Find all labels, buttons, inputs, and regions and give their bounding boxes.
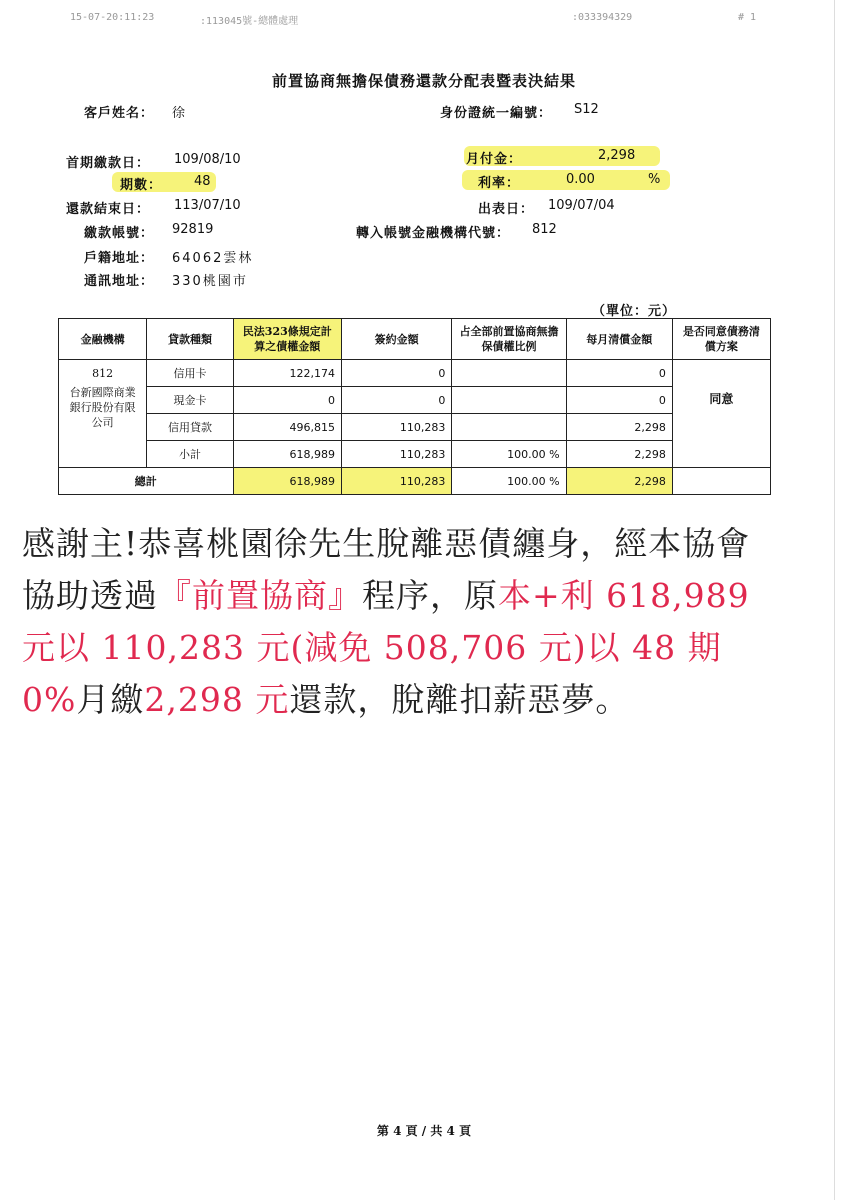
row-ratio xyxy=(452,414,566,441)
total-claim: 618,989 xyxy=(233,468,341,495)
statement-part-6: 2,298 元 xyxy=(144,680,290,719)
header-signed-amount: 簽約金額 xyxy=(341,319,451,360)
row-claim: 0 xyxy=(233,387,341,414)
agree-cell: 同意 xyxy=(672,360,770,468)
row-monthly: 0 xyxy=(566,360,672,387)
row-monthly: 2,298 xyxy=(566,441,672,468)
bank-cell xyxy=(59,360,147,468)
row-signed: 0 xyxy=(341,360,451,387)
row-monthly: 2,298 xyxy=(566,414,672,441)
fax-header-page: # 1 xyxy=(738,12,757,23)
statement-part-4: 本+利 618,989 元以 110,283 元(減免 508,706 元)以 48 期 0% xyxy=(22,576,750,719)
header-institution: 金融機構 xyxy=(59,319,147,360)
rate-value: 0.00 xyxy=(566,172,595,187)
household-address-label: 戶籍地址： xyxy=(84,251,155,266)
statement-part-3: 程序，原 xyxy=(362,576,498,615)
unit-note: （單位：元） xyxy=(592,304,677,319)
customer-name-value: 徐 xyxy=(172,106,186,121)
table-header-row xyxy=(59,319,771,360)
row-claim: 618,989 xyxy=(233,441,341,468)
table-row-subtotal xyxy=(59,441,771,468)
total-ratio: 100.00 % xyxy=(452,468,566,495)
household-address-value: 64062雲林 xyxy=(172,251,254,266)
account-label: 繳款帳號： xyxy=(84,226,155,241)
row-type: 小計 xyxy=(147,441,233,468)
row-type: 信用貸款 xyxy=(147,414,233,441)
statement-part-7: 還款，脫離扣薪惡夢。 xyxy=(289,680,630,719)
document-title: 前置協商無擔保債務還款分配表暨表決結果 xyxy=(271,72,576,90)
row-monthly: 0 xyxy=(566,387,672,414)
row-type: 現金卡 xyxy=(147,387,233,414)
header-monthly: 每月清償金額 xyxy=(566,319,672,360)
mailing-address-label: 通訊地址： xyxy=(84,274,155,289)
periods-value: 48 xyxy=(194,174,211,189)
issue-date-value: 109/07/04 xyxy=(548,198,615,213)
congratulation-statement xyxy=(22,518,767,726)
statement-part-5: 月繳 xyxy=(76,680,145,719)
row-signed: 0 xyxy=(341,387,451,414)
row-type: 信用卡 xyxy=(147,360,233,387)
total-signed: 110,283 xyxy=(341,468,451,495)
first-payment-value: 109/08/10 xyxy=(174,152,241,167)
bank-code: 812 xyxy=(92,367,114,380)
row-ratio xyxy=(452,360,566,387)
periods-label: 期數： xyxy=(120,178,163,193)
table-row xyxy=(59,414,771,441)
end-date-value: 113/07/10 xyxy=(174,198,241,213)
fax-header-left: 15-07-20:11:23 xyxy=(70,12,155,23)
id-label: 身份證統一編號： xyxy=(440,106,553,121)
first-payment-label: 首期繳款日： xyxy=(66,156,151,171)
account-value: 92819 xyxy=(172,222,214,237)
rate-unit: % xyxy=(648,172,661,187)
transfer-bank-value: 812 xyxy=(532,222,557,237)
table-row-total xyxy=(59,468,771,495)
total-monthly: 2,298 xyxy=(566,468,672,495)
header-claim-amount: 民法323條規定計算之債權金額 xyxy=(233,319,341,360)
statement-part-1: 感謝主!恭喜桃園徐先生脫離惡債纏身，經本協會協助透過 xyxy=(22,524,751,615)
row-signed: 110,283 xyxy=(341,414,451,441)
issue-date-label: 出表日： xyxy=(478,202,535,217)
total-label: 總計 xyxy=(59,468,234,495)
header-loan-type: 貸款種類 xyxy=(147,319,233,360)
rate-label: 利率： xyxy=(478,176,521,191)
id-value: S12 xyxy=(574,102,599,117)
statement-part-2: 『前置協商』 xyxy=(158,576,362,615)
bank-name: 台新國際商業銀行股份有限公司 xyxy=(69,386,136,429)
table-row xyxy=(59,360,771,387)
total-agree-empty xyxy=(672,468,770,495)
row-ratio: 100.00 % xyxy=(452,441,566,468)
header-agree: 是否同意債務清償方案 xyxy=(672,319,770,360)
transfer-bank-label: 轉入帳號金融機構代號： xyxy=(356,226,511,241)
monthly-label: 月付金： xyxy=(466,152,523,167)
row-claim: 496,815 xyxy=(233,414,341,441)
table-row xyxy=(59,387,771,414)
allocation-table xyxy=(58,318,771,495)
end-date-label: 還款結束日： xyxy=(66,202,151,217)
row-claim: 122,174 xyxy=(233,360,341,387)
customer-name-label: 客戶姓名： xyxy=(84,106,155,121)
monthly-value: 2,298 xyxy=(598,148,636,163)
row-ratio xyxy=(452,387,566,414)
fax-header-middle: :113045號-總體處理 xyxy=(200,16,299,27)
mailing-address-value: 330桃園市 xyxy=(172,274,248,289)
page-footer: 第 4 頁 / 共 4 頁 xyxy=(376,1124,472,1138)
right-edge-line xyxy=(834,0,835,1200)
fax-header-right: :033394329 xyxy=(572,12,633,23)
row-signed: 110,283 xyxy=(341,441,451,468)
header-ratio: 占全部前置協商無擔保債權比例 xyxy=(452,319,566,360)
